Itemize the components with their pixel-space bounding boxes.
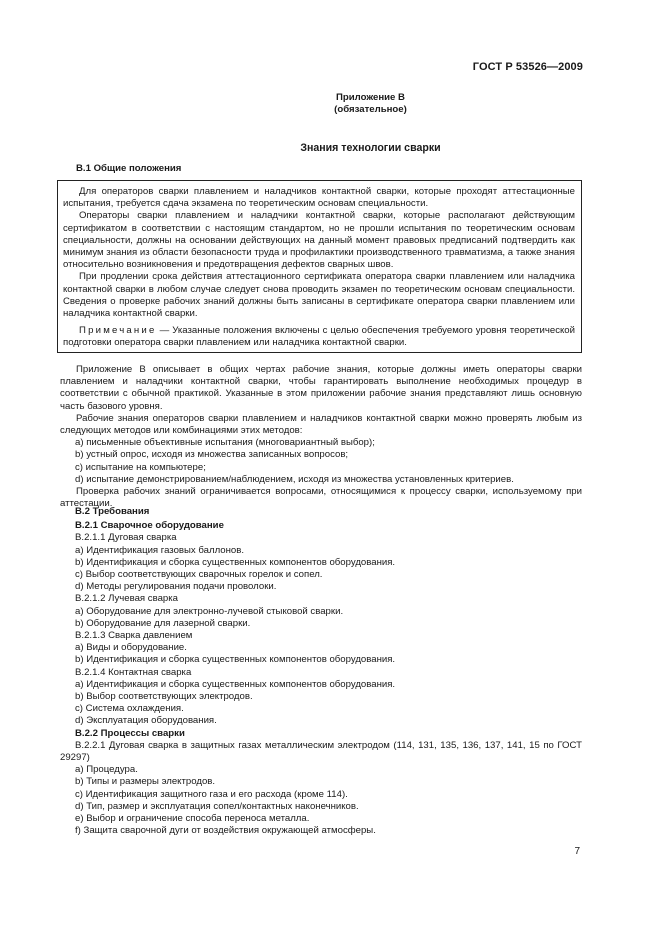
b212-heading: В.2.1.2 Лучевая сварка bbox=[75, 593, 178, 605]
list-item: c) испытание на компьютере; bbox=[75, 461, 206, 473]
list-item: b) Идентификация и сборка существенных компонентов оборудования. bbox=[75, 654, 396, 666]
b22-heading: В.2.2 Процессы сварки bbox=[75, 727, 185, 739]
b213-heading: В.2.1.3 Сварка давлением bbox=[75, 630, 193, 642]
list-item: e) Выбор и ограничение способа переноса металла. bbox=[75, 813, 310, 825]
list-item: d) Эксплуатация оборудования. bbox=[75, 715, 217, 727]
box-paragraph-1: Для операторов сварки плавлением и наладчиков контактной сварки, которые проходят аттестационные испытания, требуется сдача экзамена по теоретическим основам специальности. bbox=[63, 186, 575, 210]
list-item: b) устный опрос, исходя из множества записанных вопросов; bbox=[75, 449, 349, 461]
standard-designation: ГОСТ Р 53526—2009 bbox=[472, 61, 583, 73]
b211-heading: В.2.1.1 Дуговая сварка bbox=[75, 532, 177, 544]
b221-heading: В.2.2.1 Дуговая сварка в защитных газах металлическим электродом (114, 131, 135, 136, 137, 141, 15 по ГОСТ 29297) bbox=[60, 739, 582, 764]
b1-heading: В.1 Общие положения bbox=[76, 163, 182, 174]
list-item: a) Оборудование для электронно-лучевой стыковой сварки. bbox=[75, 605, 344, 617]
box-paragraph-3: При продлении срока действия аттестационного сертификата оператора сварки плавлением или наладчика контактной сварки в любом случае следует снова проводить экзамен по теоретическим основам специальности. Сведения о проверке рабочих знаний должны быть записаны в сертификате оператора сварки плавлением или наладчика контактной сварки. bbox=[63, 271, 575, 320]
intro-paragraph-3: Проверка рабочих знаний ограничивается вопросами, относящимися к процессу сварки, используемому при аттестации. bbox=[60, 486, 582, 510]
general-provisions-box bbox=[57, 180, 582, 353]
annex-heading bbox=[40, 92, 661, 116]
list-item: b) Выбор соответствующих электродов. bbox=[75, 691, 253, 703]
note-label: Примечание bbox=[79, 325, 157, 337]
list-item: b) Идентификация и сборка существенных компонентов оборудования. bbox=[75, 556, 396, 568]
list-item: d) Методы регулирования подачи проволоки. bbox=[75, 581, 277, 593]
list-item: b) Типы и размеры электродов. bbox=[75, 776, 216, 788]
list-item: d) Тип, размер и эксплуатация сопел/контактных наконечников. bbox=[75, 800, 359, 812]
intro-paragraph-2: Рабочие знания операторов сварки плавлением и наладчиков контактной сварки можно проверять любым из следующих методов или комбинациями этих методов: bbox=[60, 412, 582, 437]
note-text: — Указанные положения включены с целью обеспечения требуемого уровня теоретической подготовки оператора сварки плавлением или наладчика контактной сварки. bbox=[63, 325, 575, 349]
list-item: d) испытание демонстрированием/наблюдением, исходя из множества установленных критериев. bbox=[75, 473, 514, 485]
b214-heading: В.2.1.4 Контактная сварка bbox=[75, 666, 192, 678]
section-title: Знания технологии сварки bbox=[300, 142, 441, 154]
b21-heading: В.2.1 Сварочное оборудование bbox=[75, 520, 224, 532]
b2-heading: В.2 Требования bbox=[75, 506, 150, 517]
page-number: 7 bbox=[574, 846, 580, 857]
list-item: f) Защита сварочной дуги от воздействия окружающей атмосферы. bbox=[75, 825, 376, 837]
list-item: b) Оборудование для лазерной сварки. bbox=[75, 617, 251, 629]
list-item: c) Выбор соответствующих сварочных горелок и сопел. bbox=[75, 569, 323, 581]
list-item: a) Идентификация газовых баллонов. bbox=[75, 544, 245, 556]
annex-subtitle: (обязательное) bbox=[334, 104, 407, 115]
intro-paragraph-1: Приложение В описывает в общих чертах рабочие знания, которые должны иметь операторы сварки плавлением и наладчики контактной сварки, чтобы гарантировать выполнение необходимых процедур в соответствии с обычной практикой. Указанные в этом приложении рабочие знания представляют лишь основную часть базового уровня. bbox=[60, 364, 582, 412]
requirements-block bbox=[60, 506, 582, 837]
list-item: a) письменные объективные испытания (многовариантный выбор); bbox=[75, 437, 375, 449]
list-item: c) Система охлаждения. bbox=[75, 703, 184, 715]
list-item: a) Процедура. bbox=[75, 764, 138, 776]
box-note bbox=[63, 325, 575, 349]
box-content bbox=[63, 186, 575, 350]
list-item: a) Идентификация и сборка существенных компонентов оборудования. bbox=[75, 678, 396, 690]
list-item: a) Виды и оборудование. bbox=[75, 642, 187, 654]
list-item: c) Идентификация защитного газа и его расхода (кроме 114). bbox=[75, 788, 348, 800]
annex-title: Приложение В bbox=[336, 92, 405, 103]
intro-block bbox=[60, 364, 582, 510]
methods-list bbox=[60, 437, 582, 486]
box-paragraph-2: Операторы сварки плавлением и наладчики контактной сварки, которые располагают действующим сертификатом в соответствии с настоящим стандартом, но не прошли испытания по теоретическим основам специальности, должны на основании действующих на данный момент правовых предписаний подтвердить как минимум знания из области безопасности труда и профилактики производственного травматизма, а также знания относительно возникновения и предотвращения дефектов сварных швов. bbox=[63, 210, 575, 271]
